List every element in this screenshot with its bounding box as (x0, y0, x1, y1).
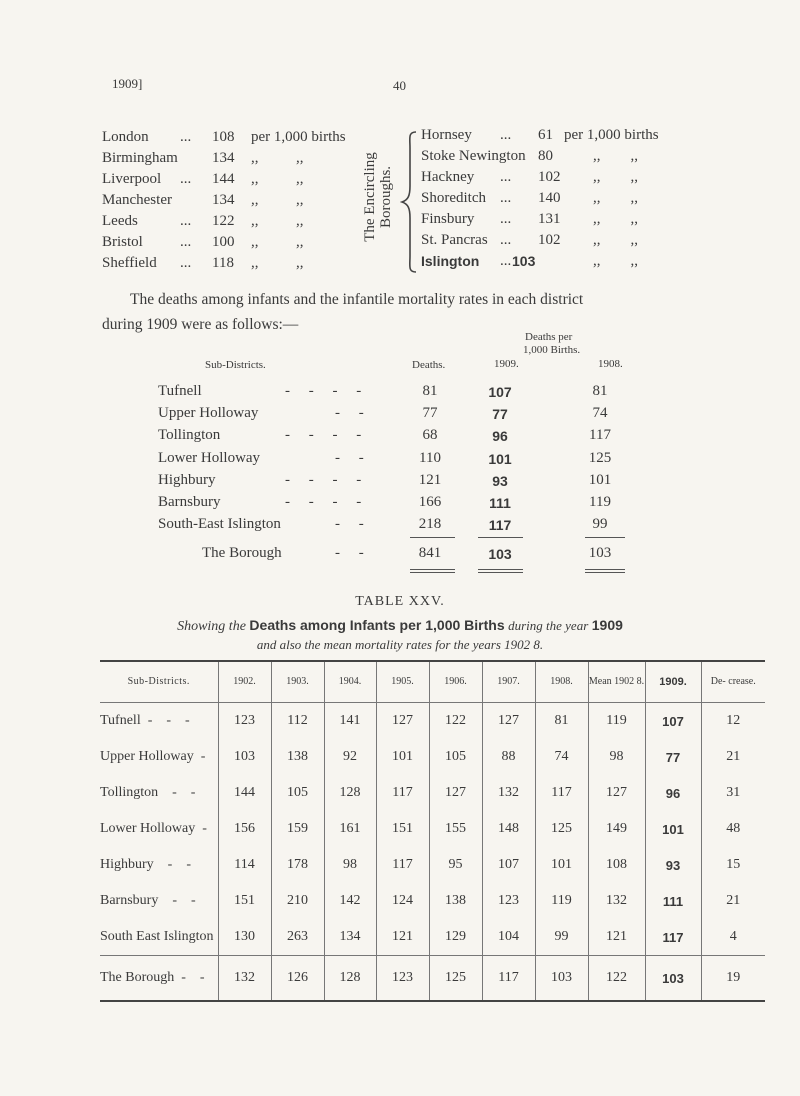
table-xxv-col-header: Mean 1902 8. (588, 661, 645, 703)
t1-header-subdistricts: Sub-Districts. (205, 359, 266, 371)
row-dashes: - - - - (285, 383, 362, 399)
borough-rate: 140 (538, 190, 561, 206)
table-xxv-title: TABLE XXV. (355, 594, 445, 609)
city-dots: ... (180, 171, 192, 187)
t1-header-deaths: Deaths. (412, 359, 446, 371)
table-cell: 126 (271, 956, 324, 1002)
table-cell: 95 (429, 847, 482, 883)
city-name: London (102, 129, 149, 145)
table-cell: 4 (701, 919, 765, 956)
table-cell: 161 (324, 811, 376, 847)
borough-rate: 61 (538, 127, 553, 143)
double-underline (410, 572, 455, 573)
table-cell: 121 (588, 919, 645, 956)
table-xxv-caption-line-2: and also the mean mortality rates for the years 1902 8. (256, 637, 544, 652)
table-cell: 210 (271, 883, 324, 919)
deaths-value: 68 (422, 427, 438, 444)
city-unit: ,, ,, (251, 213, 304, 229)
table-cell: 138 (271, 739, 324, 775)
table-xxv-col-header: 1906. (429, 661, 482, 703)
table-cell: 127 (429, 775, 482, 811)
deaths-value: 110 (419, 449, 441, 466)
total-row-name: The Borough (202, 545, 282, 561)
borough-name: Islington (421, 253, 480, 269)
table-cell: 92 (324, 739, 376, 775)
city-rate: 100 (212, 234, 235, 250)
city-unit: ,, ,, (251, 255, 304, 271)
borough-unit: ,, ,, (593, 148, 638, 164)
rate-1909-value: 93 (492, 472, 508, 489)
table-cell: 101 (376, 739, 429, 775)
borough-name: Shoreditch (421, 190, 486, 206)
rate-1908-value: 81 (592, 383, 608, 399)
table-cell: 132 (588, 883, 645, 919)
rate-1909-value: 103 (488, 546, 512, 562)
city-dots: ... (180, 255, 192, 271)
table-cell: 148 (482, 811, 535, 847)
table-cell: 151 (376, 811, 429, 847)
rate-1909-value: 117 (488, 517, 512, 534)
table-cell: 127 (376, 703, 429, 740)
borough-unit: ,, ,, (593, 211, 638, 227)
subdistrict-name: Tufnell (158, 383, 202, 399)
row-dashes: - - (335, 516, 364, 533)
intro-text-line-1: The deaths among infants and the infantile mortality rates in each district (130, 291, 584, 308)
table-rule (478, 537, 523, 538)
rate-1908-value: 103 (588, 545, 612, 561)
table-cell: 159 (271, 811, 324, 847)
double-underline (585, 569, 625, 570)
borough-dots: ... (500, 253, 512, 269)
row-subdistrict-name: South East Islington (100, 929, 214, 944)
table-cell: 99 (535, 919, 588, 956)
borough-rate: 103 (512, 253, 536, 269)
table-cell: 21 (701, 739, 765, 775)
table-cell: 117 (535, 775, 588, 811)
table-xxv-col-header: 1903. (271, 661, 324, 703)
table-row (100, 883, 765, 919)
row-dashes: - - (335, 405, 364, 422)
table-cell: 119 (588, 703, 645, 740)
table-cell: 122 (588, 956, 645, 1002)
city-name: Birmingham (102, 150, 178, 166)
table-cell: 19 (701, 956, 765, 1002)
deaths-value: 77 (422, 405, 438, 422)
deaths-value: 121 (418, 471, 442, 488)
table-cell: 128 (324, 775, 376, 811)
city-unit: ,, ,, (251, 234, 304, 250)
table-cell: 15 (701, 847, 765, 883)
table-cell: 107 (645, 703, 701, 740)
borough-unit: ,, ,, (593, 190, 638, 206)
table-cell: 96 (645, 775, 701, 811)
double-underline (478, 572, 523, 573)
table-cell: 119 (535, 883, 588, 919)
table-cell: 103 (535, 956, 588, 1002)
rate-1909-value: 101 (488, 450, 512, 467)
intro-text-line-2: during 1909 were as follows:— (102, 316, 299, 333)
city-rate: 134 (212, 150, 235, 166)
borough-dots: ... (500, 127, 512, 143)
t1-header-per-births: 1,000 Births. (523, 344, 581, 356)
table-cell: 105 (271, 775, 324, 811)
table-cell: 141 (324, 703, 376, 740)
caption-bold: Deaths among Infants per 1,000 Births (249, 617, 505, 633)
double-underline (585, 572, 625, 573)
borough-name: Finsbury (421, 211, 475, 227)
table-cell: 132 (482, 775, 535, 811)
table-cell: 127 (588, 775, 645, 811)
table-row (100, 847, 765, 883)
table-cell: 111 (645, 883, 701, 919)
rate-1909-value: 111 (489, 495, 511, 511)
row-subdistrict-name: The Borough - - (100, 956, 218, 1002)
table-xxv-caption-line-1 (0, 617, 800, 635)
table-cell: 123 (218, 703, 271, 740)
city-unit: ,, ,, (251, 171, 304, 187)
borough-rate: 80 (538, 148, 553, 164)
row-dashes: - - - - (285, 471, 362, 488)
table-cell: 117 (645, 919, 701, 956)
t1-header-deaths-per: Deaths per (525, 331, 573, 343)
city-rate: 118 (212, 255, 234, 271)
subdistrict-name: South-East Islington (158, 516, 281, 533)
borough-dots: ... (500, 190, 512, 206)
rate-1908-value: 99 (592, 516, 608, 533)
table-cell: 12 (701, 703, 765, 740)
rate-1908-value: 125 (588, 449, 612, 466)
borough-unit: ,, ,, (593, 253, 638, 269)
borough-unit: ,, ,, (593, 232, 638, 248)
table-cell: 98 (588, 739, 645, 775)
table-cell: 142 (324, 883, 376, 919)
table-cell: 123 (376, 956, 429, 1002)
table-xxv (100, 660, 765, 1002)
rate-1908-value: 74 (592, 405, 608, 422)
table-xxv-total-row (100, 956, 765, 1002)
row-dashes: - - - - (285, 427, 362, 444)
table-cell: 112 (271, 703, 324, 740)
subdistrict-name: Upper Holloway (158, 405, 259, 422)
table-cell: 132 (218, 956, 271, 1002)
city-rate: 122 (212, 213, 235, 229)
table-cell: 105 (429, 739, 482, 775)
table-cell: 151 (218, 883, 271, 919)
table-cell: 88 (482, 739, 535, 775)
table-xxv-col-header: 1907. (482, 661, 535, 703)
table-cell: 117 (482, 956, 535, 1002)
borough-rate: 131 (538, 211, 561, 227)
table-row (100, 811, 765, 847)
table-cell: 263 (271, 919, 324, 956)
rate-1909-value: 77 (492, 406, 508, 423)
encircling-boroughs-label: The Encircling Boroughs. (362, 152, 394, 242)
subdistrict-name: Barnsbury (158, 494, 221, 510)
subdistrict-name: Lower Holloway (158, 449, 261, 466)
table-cell: 103 (645, 956, 701, 1002)
deaths-value: 166 (418, 494, 442, 510)
table-cell: 74 (535, 739, 588, 775)
city-rate: 144 (212, 171, 235, 187)
table-xxv-col-header: 1909. (645, 661, 701, 703)
city-name: Bristol (102, 234, 143, 250)
table-row (100, 739, 765, 775)
row-subdistrict-name: Lower Holloway - (100, 821, 207, 836)
table-cell: 117 (376, 847, 429, 883)
row-dashes: - - (335, 545, 364, 561)
table-cell: 127 (482, 703, 535, 740)
row-subdistrict-name: Tollington - - (100, 785, 196, 800)
table-cell: 125 (429, 956, 482, 1002)
deaths-value: 218 (418, 516, 442, 533)
table-cell: 178 (271, 847, 324, 883)
table-cell: 21 (701, 883, 765, 919)
row-subdistrict-name: Barnsbury - - (100, 893, 196, 908)
table-cell: 138 (429, 883, 482, 919)
rate-1909-value: 96 (492, 428, 508, 445)
table-cell: 134 (324, 919, 376, 956)
rate-1909-value: 107 (488, 384, 512, 400)
caption-prefix: Showing the (177, 619, 246, 634)
table-cell: 123 (482, 883, 535, 919)
table-cell: 77 (645, 739, 701, 775)
borough-rate: 102 (538, 232, 561, 248)
city-rate: 134 (212, 192, 235, 208)
row-subdistrict-name: Upper Holloway - (100, 749, 206, 764)
table-cell: 104 (482, 919, 535, 956)
borough-dots: ... (500, 211, 512, 227)
table-cell: 98 (324, 847, 376, 883)
caption-mid: during the year (508, 618, 589, 633)
table-row (100, 919, 765, 956)
table-rule (410, 537, 455, 538)
city-unit: per 1,000 births (251, 129, 346, 145)
city-dots: ... (180, 129, 192, 145)
table-cell: 156 (218, 811, 271, 847)
row-subdistrict-name: Tufnell - - - (100, 713, 190, 728)
borough-dots: ... (500, 232, 512, 248)
table-cell: 117 (376, 775, 429, 811)
table-cell: 122 (429, 703, 482, 740)
table-cell: 124 (376, 883, 429, 919)
table-cell: 121 (376, 919, 429, 956)
city-name: Liverpool (102, 171, 162, 187)
deaths-value: 81 (422, 383, 438, 399)
borough-name: Stoke Newington (421, 148, 526, 164)
table-xxv-col-header: De- crease. (701, 661, 765, 703)
city-dots: ... (180, 234, 192, 250)
table-xxv-col-header: 1908. (535, 661, 588, 703)
city-unit: ,, ,, (251, 192, 304, 208)
table-cell: 48 (701, 811, 765, 847)
table-row (100, 703, 765, 740)
city-rate: 108 (212, 129, 235, 145)
rate-1908-value: 101 (588, 471, 612, 488)
table-cell: 149 (588, 811, 645, 847)
table-cell: 93 (645, 847, 701, 883)
borough-rate: 102 (538, 169, 561, 185)
table-cell: 130 (218, 919, 271, 956)
t1-header-1909: 1909. (494, 358, 519, 370)
caption-year: 1909 (591, 617, 623, 633)
city-name: Sheffield (102, 255, 157, 271)
table-xxv-col-header: 1902. (218, 661, 271, 703)
city-unit: ,, ,, (251, 150, 304, 166)
city-name: Leeds (102, 213, 138, 229)
double-underline (478, 569, 523, 570)
rate-1908-value: 117 (589, 427, 611, 444)
table-cell: 125 (535, 811, 588, 847)
curly-brace (400, 128, 418, 278)
borough-name: Hornsey (421, 127, 472, 143)
city-name: Manchester (102, 192, 172, 208)
rate-1908-value: 119 (589, 494, 611, 510)
table-cell: 114 (218, 847, 271, 883)
borough-name: St. Pancras (421, 232, 488, 248)
borough-unit: per 1,000 births (564, 127, 659, 143)
row-dashes: - - - - (285, 494, 362, 510)
row-subdistrict-name: Highbury - - (100, 857, 191, 872)
borough-dots: ... (500, 169, 512, 185)
row-dashes: - - (335, 449, 364, 466)
page-number: 40 (393, 78, 406, 93)
table-cell: 31 (701, 775, 765, 811)
table-cell: 101 (645, 811, 701, 847)
table-xxv-col-header: Sub-Districts. (127, 676, 190, 687)
t1-header-1908: 1908. (598, 358, 623, 370)
subdistrict-name: Highbury (158, 471, 216, 488)
table-cell: 128 (324, 956, 376, 1002)
table-xxv-col-header: 1904. (324, 661, 376, 703)
table-cell: 155 (429, 811, 482, 847)
city-dots: ... (180, 213, 192, 229)
table-cell: 81 (535, 703, 588, 740)
borough-name: Hackney (421, 169, 475, 185)
table-cell: 144 (218, 775, 271, 811)
table-xxv-header-row (100, 661, 765, 703)
table-rule (585, 537, 625, 538)
running-head-year: 1909] (112, 76, 143, 91)
table-cell: 103 (218, 739, 271, 775)
subdistrict-name: Tollington (158, 427, 221, 444)
table-cell: 129 (429, 919, 482, 956)
table-xxv-col-header: 1905. (376, 661, 429, 703)
table-cell: 101 (535, 847, 588, 883)
table-row (100, 775, 765, 811)
table-cell: 107 (482, 847, 535, 883)
table-cell: 108 (588, 847, 645, 883)
deaths-value: 841 (418, 545, 442, 561)
borough-unit: ,, ,, (593, 169, 638, 185)
double-underline (410, 569, 455, 570)
